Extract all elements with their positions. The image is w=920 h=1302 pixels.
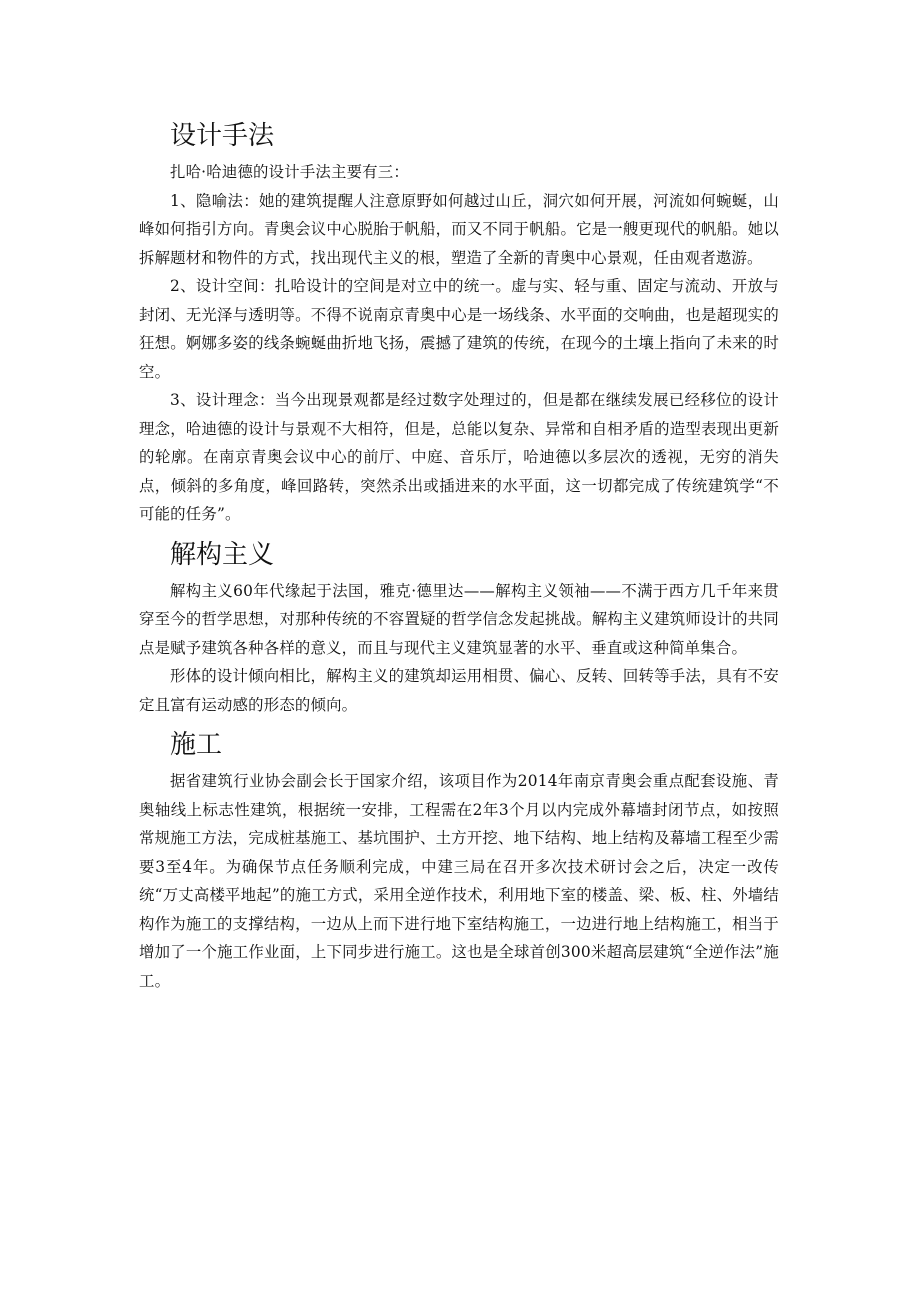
paragraph: 2、设计空间：扎哈设计的空间是对立中的统一。虚与实、轻与重、固定与流动、开放与封闭、无光泽与透明等。不得不说南京青奥中心是一场线条、水平面的交响曲，也是超现实的狂想。婀娜多姿的线条蜿蜒曲折地飞扬，震撼了建筑的传统，在现今的土壤上指向了未来的时空。 (139, 277, 779, 381)
document-body (139, 118, 779, 1003)
paragraph: 扎哈·哈迪德的设计手法主要有三： (170, 163, 409, 181)
section-heading: 解构主义 (170, 539, 275, 570)
paragraph: 3、设计理念：当今出现景观都是经过数字处理过的，但是都在继续发展已经移位的设计理念，哈迪德的设计与景观不大相符，但是，总能以复杂、异常和自相矛盾的造型表现出更新的轮廓。在南京青奥会议中心的前厅、中庭、音乐厅，哈迪德以多层次的透视，无穷的消失点，倾斜的多角度，峰回路转，突然杀出或插进来的水平面，这一切都完成了传统建筑学“不可能的任务”。 (139, 391, 779, 523)
section-heading: 设计手法 (170, 121, 275, 151)
paragraph: 形体的设计倾向相比，解构主义的建筑却运用相贯、偏心、反转、回转等手法，具有不安定且富有运动感的形态的倾向。 (139, 667, 779, 714)
section-construction (139, 727, 779, 995)
paragraph: 据省建筑行业协会副会长于国家介绍，该项目作为2014年南京青奥会重点配套设施、青奥轴线上标志性建筑，根据统一安排，工程需在2年3个月以内完成外幕墙封闭节点，如按照常规施工方法，完成桩基施工、基坑围护、土方开挖、地下结构、地上结构及幕墙工程至少需要3至4年。为确保节点任务顺利完成，中建三局在召开多次技术研讨会之后，决定一改传统“万丈高楼平地起”的施工方式，采用全逆作技术，利用地下室的楼盖、梁、板、柱、外墙结构作为施工的支撑结构，一边从上而下进行地下室结构施工，一边进行地上结构施工，相当于增加了一个施工作业面，上下同步进行施工。这也是全球首创300米超高层建筑“全逆作法”施工。 (139, 772, 779, 990)
section-deconstructivism (139, 537, 779, 720)
paragraph: 解构主义60年代缘起于法国，雅克·德里达——解构主义领袖——不满于西方几千年来贯穿至今的哲学思想，对那种传统的不容置疑的哲学信念发起挑战。解构主义建筑师设计的共同点是赋予建筑各种各样的意义，而且与现代主义建筑显著的水平、垂直或这种简单集合。 (139, 581, 779, 657)
section-heading: 施工 (170, 730, 223, 760)
paragraph: 1、隐喻法：她的建筑提醒人注意原野如何越过山丘，洞穴如何开展，河流如何蜿蜒，山峰如何指引方向。青奥会议中心脱胎于帆船，而又不同于帆船。它是一艘更现代的帆船。她以拆解题材和物件的方式，找出现代主义的根，塑造了全新的青奥中心景观，任由观者遨游。 (139, 191, 779, 267)
section-design-methods (139, 118, 779, 529)
